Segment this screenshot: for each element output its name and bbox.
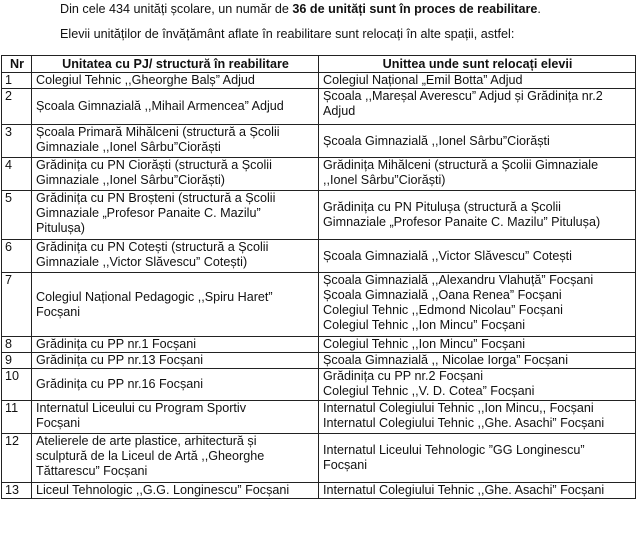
relocation-line: Grădinița cu PP nr.2 Focșani <box>323 369 484 383</box>
unit-line: Gimnaziale „Profesor Panaite C. Mazilu” <box>36 206 261 220</box>
table-row <box>2 273 636 337</box>
unit-in-rehabilitation <box>32 483 319 499</box>
relocation-unit <box>319 89 636 125</box>
row-number: 10 <box>2 369 32 401</box>
row-number: 8 <box>2 337 32 353</box>
relocation-line: Colegiul Tehnic ,,Ion Mincu” Focșani <box>323 337 526 351</box>
unit-in-rehabilitation <box>32 337 319 353</box>
unit-in-rehabilitation <box>32 273 319 337</box>
intro-summary-text: Din cele 434 unități școlare, un număr de <box>60 2 293 16</box>
relocation-line: Internatul Colegiului Tehnic ,,Ghe. Asachi” Focșani <box>323 483 605 497</box>
row-number: 4 <box>2 158 32 191</box>
unit-line: Grădinița cu PN Ciorăști (structură a Școlii <box>36 158 272 172</box>
row-number: 5 <box>2 191 32 240</box>
unit-line: Grădinița cu PN Cotești (structură a Școlii <box>36 240 269 254</box>
relocation-line: Școala ,,Mareșal Averescu” Adjud și Grădinița nr.2 <box>323 89 603 103</box>
unit-line: sculptură de la Liceul de Artă ,,Gheorghe <box>36 449 265 463</box>
unit-line: Colegiul Național Pedagogic ,,Spiru Haret” <box>36 289 273 304</box>
unit-line: Tăttarescu” Focșani <box>36 464 148 478</box>
table-row <box>2 191 636 240</box>
relocation-line: Focșani <box>323 458 368 472</box>
intro-relocation-note: Elevii unităților de învățământ aflate în reabilitare sunt relocați în alte spații, astfel: <box>60 27 515 41</box>
table-row <box>2 73 636 89</box>
relocation-line: Colegiul Tehnic ,,Ion Mincu” Focșani <box>323 318 526 332</box>
table-header-row <box>2 56 636 73</box>
unit-line: Gimnaziale ,,Ionel Sârbu”Ciorăști) <box>36 173 225 187</box>
unit-in-rehabilitation <box>32 89 319 125</box>
unit-line: Școala Primară Mihălceni (structură a Școlii <box>36 125 280 139</box>
unit-in-rehabilitation <box>32 125 319 158</box>
relocation-unit <box>319 369 636 401</box>
row-number: 12 <box>2 434 32 483</box>
unit-in-rehabilitation <box>32 191 319 240</box>
table-row <box>2 401 636 434</box>
row-number: 3 <box>2 125 32 158</box>
table-row <box>2 337 636 353</box>
unit-in-rehabilitation <box>32 353 319 369</box>
unit-line: Focșani <box>36 416 81 430</box>
unit-in-rehabilitation <box>32 158 319 191</box>
relocation-line: Școala Gimnazială ,, Nicolae Iorga” Focșani <box>323 353 568 367</box>
relocation-line: Adjud <box>323 104 356 118</box>
relocation-line: Școala Gimnazială ,,Victor Slăvescu” Cotești <box>323 248 572 263</box>
relocation-line: Internatul Colegiului Tehnic ,,Ion Mincu,, Focșani <box>323 401 594 415</box>
table-row <box>2 240 636 273</box>
unit-line: Internatul Liceului cu Program Sportiv <box>36 401 246 415</box>
relocation-unit <box>319 353 636 369</box>
relocation-unit <box>319 273 636 337</box>
relocation-unit <box>319 337 636 353</box>
table-row <box>2 434 636 483</box>
unit-line: Pitulușa) <box>36 221 85 235</box>
intro-summary-highlight: 36 de unități sunt în proces de reabilitare <box>292 2 538 16</box>
unit-line: Atelierele de arte plastice, arhitectură și <box>36 434 257 448</box>
relocation-line: Grădinița Mihălceni (structură a Școlii Gimnaziale <box>323 158 599 172</box>
relocation-line: Școala Gimnazială ,,Ionel Sârbu”Ciorăști <box>323 133 550 148</box>
unit-line: Colegiul Tehnic ,,Gheorghe Balș” Adjud <box>36 73 255 87</box>
unit-line: Grădinița cu PP nr.16 Focșani <box>36 377 204 391</box>
relocation-unit <box>319 434 636 483</box>
header-unit: Unitatea cu PJ/ structură în reabilitare <box>32 56 319 73</box>
row-number: 7 <box>2 273 32 337</box>
row-number: 1 <box>2 73 32 89</box>
unit-line: Școala Gimnazială ,,Mihail Armencea” Adjud <box>36 99 284 113</box>
table-row <box>2 353 636 369</box>
relocation-line: Internatul Liceului Tehnologic ”GG Longinescu” <box>323 443 585 457</box>
unit-in-rehabilitation <box>32 434 319 483</box>
table-row <box>2 158 636 191</box>
row-number: 2 <box>2 89 32 125</box>
table-row <box>2 369 636 401</box>
relocation-line: Școala Gimnazială ,,Oana Renea” Focșani <box>323 288 562 302</box>
header-nr: Nr <box>2 56 32 73</box>
intro-summary-end: . <box>537 2 541 16</box>
unit-in-rehabilitation <box>32 369 319 401</box>
unit-line: Gimnaziale ,,Victor Slăvescu” Cotești) <box>36 255 248 269</box>
relocation-line: Școala Gimnazială ,,Alexandru Vlahuță” Focșani <box>323 273 594 287</box>
relocation-unit <box>319 73 636 89</box>
table-row <box>2 89 636 125</box>
relocation-line: Colegiul Tehnic ,,V. D. Cotea” Focșani <box>323 384 535 398</box>
relocation-line: ,,Ionel Sârbu”Ciorăști) <box>323 173 446 187</box>
table-row <box>2 483 636 499</box>
unit-line: Grădinița cu PP nr.13 Focșani <box>36 353 204 367</box>
relocation-unit <box>319 158 636 191</box>
relocation-line: Gimnaziale „Profesor Panaite C. Mazilu” Pitulușa) <box>323 215 601 229</box>
row-number: 13 <box>2 483 32 499</box>
row-number: 11 <box>2 401 32 434</box>
unit-line: Focșani <box>36 304 81 319</box>
unit-line: Gimnaziale ,,Ionel Sârbu”Ciorăști <box>36 140 221 154</box>
relocation-unit <box>319 125 636 158</box>
unit-line: Liceul Tehnologic ,,G.G. Longinescu” Focșani <box>36 483 290 497</box>
relocation-line: Colegiul Național „Emil Botta” Adjud <box>323 73 523 87</box>
unit-line: Grădinița cu PN Broșteni (structură a Școlii <box>36 191 276 205</box>
relocation-line: Grădinița cu PN Pitulușa (structură a Școlii <box>323 200 561 214</box>
intro-summary <box>60 2 638 17</box>
table-body <box>2 73 636 499</box>
table-row <box>2 125 636 158</box>
relocation-unit <box>319 191 636 240</box>
row-number: 9 <box>2 353 32 369</box>
unit-line: Grădinița cu PP nr.1 Focșani <box>36 337 197 351</box>
unit-in-rehabilitation <box>32 401 319 434</box>
relocation-line: Colegiul Tehnic ,,Edmond Nicolau” Focșani <box>323 303 563 317</box>
header-relocated: Unittea unde sunt relocați elevii <box>319 56 636 73</box>
relocation-unit <box>319 401 636 434</box>
unit-in-rehabilitation <box>32 73 319 89</box>
row-number: 6 <box>2 240 32 273</box>
relocation-line: Internatul Colegiului Tehnic ,,Ghe. Asachi” Focșani <box>323 416 605 430</box>
relocation-unit <box>319 483 636 499</box>
relocation-unit <box>319 240 636 273</box>
relocation-table <box>1 55 636 499</box>
unit-in-rehabilitation <box>32 240 319 273</box>
